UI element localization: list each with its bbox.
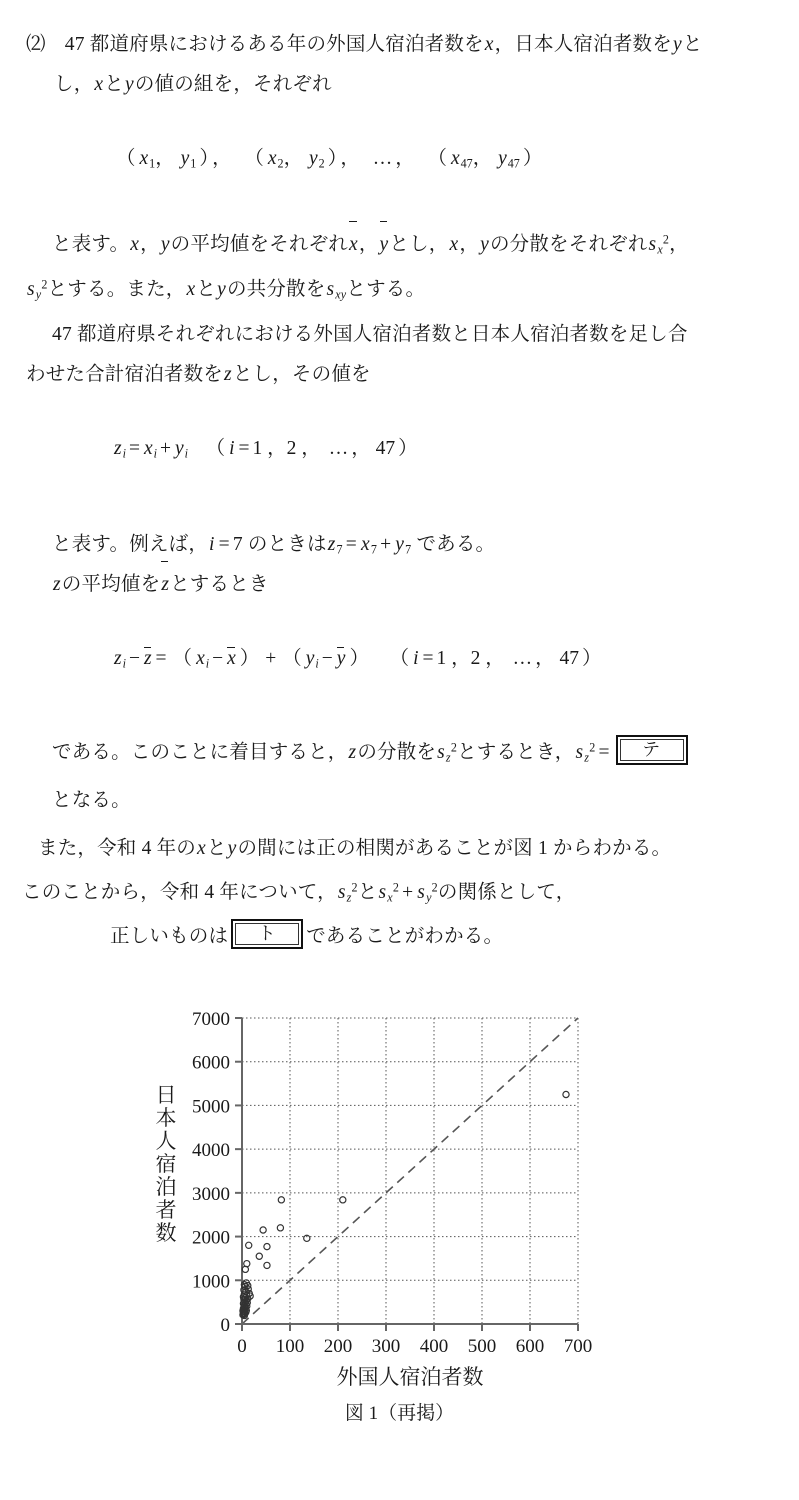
question-line-1-text-a: 47 都道府県におけるある年の外国人宿泊者数を (64, 34, 484, 55)
para4-text-b: 7 のときは (232, 534, 327, 555)
para4-line-1: と表す。例えば，i = 7 のときは$z_7 = x_7 + y_7$ である。 (52, 534, 496, 557)
x-axis-tick-label: 600 (515, 1336, 545, 1357)
para2-line-1: と表す。x，yの平均値をそれぞれx，yとし，x，yの分散をそれぞれ$s_x^2$， (52, 222, 689, 267)
answer-box-to-label: ト (257, 923, 277, 944)
para6-text-a: また，令和 4 年の (38, 838, 197, 859)
para6-text-c: の間には正の相関があることが図 1 からわかる。 (237, 838, 672, 859)
para3-line-2: わせた合計宿泊者数をzとし，その値を (26, 364, 371, 385)
question-line-2-text-b: と (104, 74, 124, 95)
data-point (260, 1227, 266, 1233)
question-line-2-text-a: し， (54, 74, 94, 95)
para5-text-c: とするとき， (457, 742, 575, 763)
para2-text-f: ， (459, 234, 480, 255)
figure-1-scatter-plot (140, 1000, 600, 1400)
x-axis-tick-label: 200 (323, 1336, 353, 1357)
y-axis-tick-label: 1000 (192, 1271, 230, 1293)
y-axis-title-char: 者 (155, 1198, 177, 1222)
x-axis-tick-label: 400 (419, 1336, 449, 1357)
para6-line-2: このことから，令和 4 年について，$s_z^2$と$s_x^2 + s_y^2$の関係として， (22, 880, 576, 905)
x-axis-tick-label: 500 (467, 1336, 497, 1357)
question-number: ⑵ (26, 34, 46, 55)
formula-z-definition: $z_i = x_i + y_i$ （ i = 1 ，2 ， … ， 47 ） (114, 438, 418, 461)
var-x-1: x (484, 34, 494, 55)
y-axis-tick-label: 7000 (192, 1009, 230, 1030)
para4-text-a: と表す。例えば， (52, 534, 209, 555)
x-axis-tick-label: 0 (237, 1336, 247, 1357)
question-line-1-text-b: ，日本人宿泊者数を (494, 34, 672, 55)
para2-text-c: の平均値をそれぞれ (170, 234, 348, 255)
scatter-chart-svg (140, 1000, 600, 1400)
para2-text-j: の共分散を (226, 279, 326, 300)
para2-text-b: ， (140, 234, 160, 255)
answer-box-to[interactable] (231, 919, 303, 949)
para2-line-2: $s_y^2$とする。また，xとyの共分散を$s_{xy}$とする。 (27, 277, 426, 302)
para4-text-c: である。 (416, 534, 496, 555)
cov-subscript: xy (335, 287, 347, 302)
para6-text-e: と (357, 882, 378, 903)
x-axis-title: 外国人宿泊者数 (336, 1365, 484, 1389)
y-axis-tick-label: 4000 (192, 1140, 230, 1162)
formula-pairs: （ $x_1$， $y_1$ ） ， （ $x_2$， $y_2$ ） ， … ， （ $x_{47}$， $y_{47}$ ） (116, 148, 543, 171)
data-point (278, 1197, 284, 1203)
para2-text-d: ， (358, 234, 379, 255)
para4-text-e: とするとき (170, 574, 269, 595)
para6-text-d: このことから，令和 4 年について， (22, 882, 337, 903)
para6-line-3 (110, 914, 503, 959)
figure-caption: 図 1（再掲） (344, 1403, 455, 1424)
para6-text-h: であることがわかる。 (306, 926, 504, 947)
y-axis-tick-label: 6000 (192, 1052, 230, 1074)
y-axis-title-char: 泊 (155, 1175, 177, 1199)
para6-text-f: の関係として， (437, 882, 576, 903)
y-axis-tick-label: 2000 (192, 1227, 230, 1249)
para6-line-1: また，令和 4 年のxとyの間には正の相関があることが図 1 からわかる。 (38, 838, 672, 859)
para4-line-2: zの平均値をzとするとき (52, 562, 269, 607)
data-point (277, 1225, 283, 1231)
var-y-1: y (672, 34, 682, 55)
y-axis-title-char: 日 (155, 1083, 177, 1107)
y-axis-title-char: 宿 (155, 1152, 177, 1176)
data-point (264, 1244, 270, 1250)
para5-line-2: となる。 (52, 790, 131, 811)
para5-line-1: である。このことに着目すると，zの分散を$s_z^2$とするとき，$s_z^2$ = テ (52, 730, 691, 775)
para2-text-i: と (196, 279, 217, 300)
data-point (256, 1253, 262, 1259)
question-line-2-text-c: の値の組を，それぞれ (134, 74, 332, 95)
para2-text-k: とする。 (346, 279, 426, 300)
para3-text-b: とし，その値を (232, 364, 371, 385)
para2-text-a: と表す。 (52, 234, 130, 255)
y-axis-title-char: 人 (155, 1129, 177, 1153)
para5-text-b: の分散を (357, 742, 437, 763)
var-x-2: x (94, 74, 104, 95)
data-point (242, 1266, 248, 1272)
formula-deviation: $z_i - z$ = （ $x_i - x$ ） + （ $y_i - y$ ） （ i = 1 ，2 ， … ， 47 ） (114, 648, 602, 671)
para2-text-h: とする。また， (47, 279, 186, 300)
para5-text-a: である。このことに着目すると， (52, 742, 348, 763)
y-axis-title-char: 数 (155, 1221, 177, 1245)
answer-box-te[interactable] (616, 735, 688, 765)
y-axis-tick-label: 5000 (192, 1096, 230, 1118)
x-axis-tick-label: 300 (371, 1336, 401, 1357)
answer-box-te-label: テ (642, 739, 662, 760)
para6-text-b: と (206, 838, 227, 859)
y-axis-tick-label: 3000 (192, 1183, 230, 1205)
y-axis-tick-label: 0 (220, 1315, 230, 1336)
data-point (246, 1242, 252, 1248)
data-point (264, 1262, 270, 1268)
para2-text-e: とし， (389, 234, 449, 255)
var-y-2: y (124, 74, 134, 95)
y-axis-title-char: 本 (155, 1106, 177, 1130)
x-axis-tick-label: 700 (563, 1336, 593, 1357)
para4-text-d: の平均値を (61, 574, 161, 595)
reference-diagonal-line (242, 1018, 578, 1324)
para3-text-a: わせた合計宿泊者数を (26, 364, 224, 385)
question-line-1-text-c: と (682, 34, 703, 55)
para3-line-1: 47 都道府県それぞれにおける外国人宿泊者数と日本人宿泊者数を足し合 (52, 324, 688, 345)
question-line-2 (54, 62, 332, 107)
question-line-1 (26, 22, 703, 67)
para6-text-g: 正しいものは (110, 926, 229, 947)
para2-text-g: の分散をそれぞれ (489, 234, 648, 255)
x-axis-tick-label: 100 (275, 1336, 305, 1357)
data-point (563, 1091, 569, 1097)
data-point (340, 1197, 346, 1203)
